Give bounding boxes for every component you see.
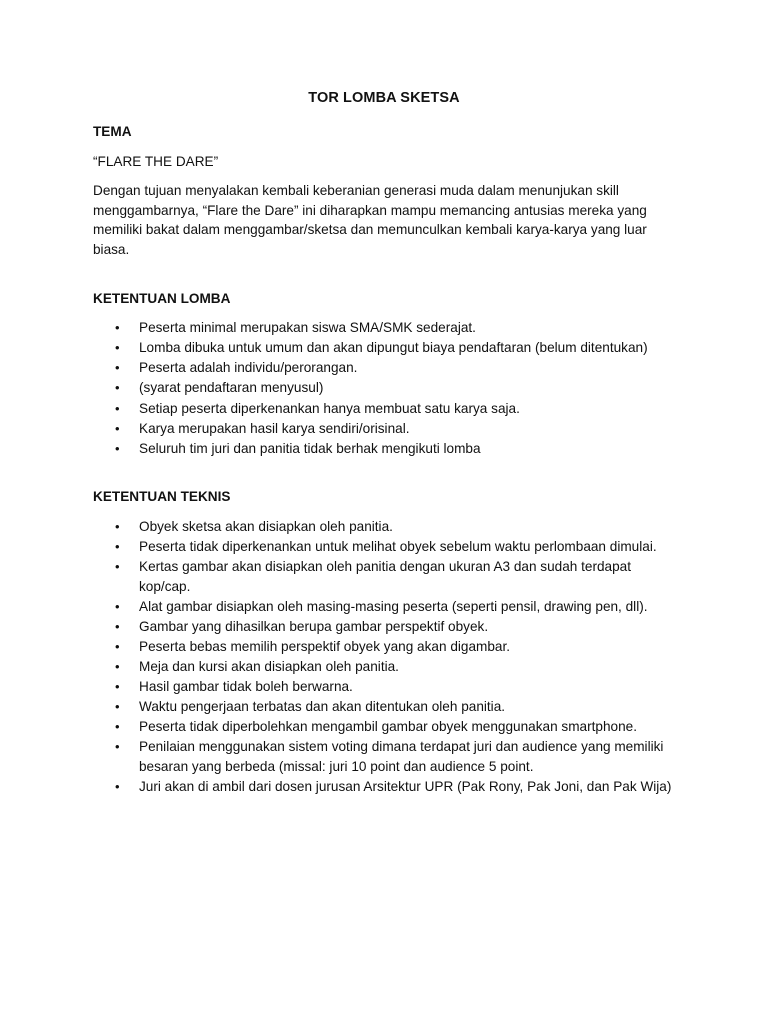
list-item — [93, 637, 683, 657]
document-body — [93, 122, 683, 807]
list-item-text: Waktu pengerjaan terbatas dan akan ditentukan oleh panitia. — [139, 699, 506, 715]
bullet-icon: • — [115, 420, 120, 436]
list-item-text: Peserta bebas memilih perspektif obyek yang akan digambar. — [139, 638, 511, 654]
section-spacer — [93, 468, 683, 487]
bullet-icon: • — [115, 779, 120, 795]
list-item-text: Peserta adalah individu/perorangan. — [139, 360, 358, 376]
list-item-text: Lomba dibuka untuk umum dan akan dipungut biaya pendaftaran (belum ditentukan) — [139, 340, 648, 356]
ketentuan-teknis-list — [93, 517, 683, 797]
section-spacer — [93, 270, 683, 289]
theme-name: “FLARE THE DARE” — [93, 153, 219, 169]
list-item — [93, 677, 683, 697]
bullet-icon: • — [115, 440, 120, 456]
list-item — [93, 657, 683, 677]
list-item-text: Seluruh tim juri dan panitia tidak berhak mengikuti lomba — [139, 440, 481, 456]
bullet-icon: • — [115, 739, 120, 755]
bullet-icon: • — [115, 400, 120, 416]
list-item — [93, 537, 683, 557]
list-item-text: Penilaian menggunakan sistem voting dimana terdapat juri dan audience yang memiliki besaran yang berbeda (missal: juri 10 point dan audience 5 point. — [139, 739, 664, 775]
bullet-icon: • — [115, 618, 120, 634]
list-item — [93, 737, 683, 776]
list-item — [93, 439, 683, 459]
bullet-icon: • — [115, 679, 120, 695]
ketentuan-lomba-heading: KETENTUAN LOMBA — [93, 290, 231, 306]
bullet-icon: • — [115, 539, 120, 554]
list-item-text: Hasil gambar tidak boleh berwarna. — [139, 679, 353, 695]
list-item — [93, 378, 683, 398]
list-item-text: (syarat pendaftaran menyusul) — [139, 380, 324, 396]
list-item-text: Alat gambar disiapkan oleh masing-masing peserta (seperti pensil, drawing pen, dll). — [139, 598, 648, 614]
list-item — [93, 717, 683, 737]
list-item — [93, 597, 683, 617]
bullet-icon: • — [115, 598, 120, 614]
bullet-icon: • — [115, 638, 120, 654]
list-item-text: Juri akan di ambil dari dosen jurusan Arsitektur UPR (Pak Rony, Pak Joni, dan Pak Wija) — [139, 779, 672, 795]
bullet-icon: • — [115, 360, 120, 376]
bullet-icon: • — [115, 518, 120, 534]
list-item-text: Setiap peserta diperkenankan hanya membuat satu karya saja. — [139, 400, 520, 416]
bullet-icon: • — [115, 320, 120, 336]
list-item — [93, 338, 683, 358]
list-item — [93, 697, 683, 717]
ketentuan-lomba-list — [93, 318, 683, 458]
list-item-text: Peserta minimal merupakan siswa SMA/SMK sederajat. — [139, 320, 476, 336]
list-item — [93, 517, 683, 537]
list-item-text: Gambar yang dihasilkan berupa gambar perspektif obyek. — [139, 618, 489, 634]
list-item-text: Peserta tidak diperbolehkan mengambil gambar obyek menggunakan smartphone. — [139, 719, 637, 735]
list-item-text: Obyek sketsa akan disiapkan oleh panitia. — [139, 518, 393, 534]
list-item — [93, 419, 683, 439]
bullet-icon: • — [115, 659, 120, 675]
ketentuan-teknis-heading: KETENTUAN TEKNIS — [93, 489, 231, 505]
list-item-text: Kertas gambar akan disiapkan oleh panitia dengan ukuran A3 dan sudah terdapat kop/cap. — [139, 559, 631, 594]
list-item — [93, 557, 683, 596]
theme-description: Dengan tujuan menyalakan kembali keberanian generasi muda dalam menunjukan skill menggambarnya, “Flare the Dare” ini diharapkan mampu memancing antusias mereka yang memiliki bakat dalam menggambar/sketsa dan memunculkan kembali karya-karya yang luar biasa. — [93, 183, 647, 257]
bullet-icon: • — [115, 340, 120, 356]
list-item-text: Meja dan kursi akan disiapkan oleh panitia. — [139, 659, 399, 675]
list-item — [93, 617, 683, 637]
bullet-icon: • — [115, 719, 120, 735]
tema-heading: TEMA — [93, 124, 132, 139]
list-item — [93, 399, 683, 419]
list-item — [93, 777, 683, 797]
bullet-icon: • — [115, 559, 120, 575]
document-title: TOR LOMBA SKETSA — [308, 90, 460, 106]
bullet-icon: • — [115, 380, 120, 396]
list-item-text: Karya merupakan hasil karya sendiri/orisinal. — [139, 420, 410, 436]
list-item-text: Peserta tidak diperkenankan untuk melihat obyek sebelum waktu perlombaan dimulai. — [139, 539, 657, 554]
bullet-icon: • — [115, 699, 120, 715]
list-item — [93, 358, 683, 378]
list-item — [93, 318, 683, 338]
